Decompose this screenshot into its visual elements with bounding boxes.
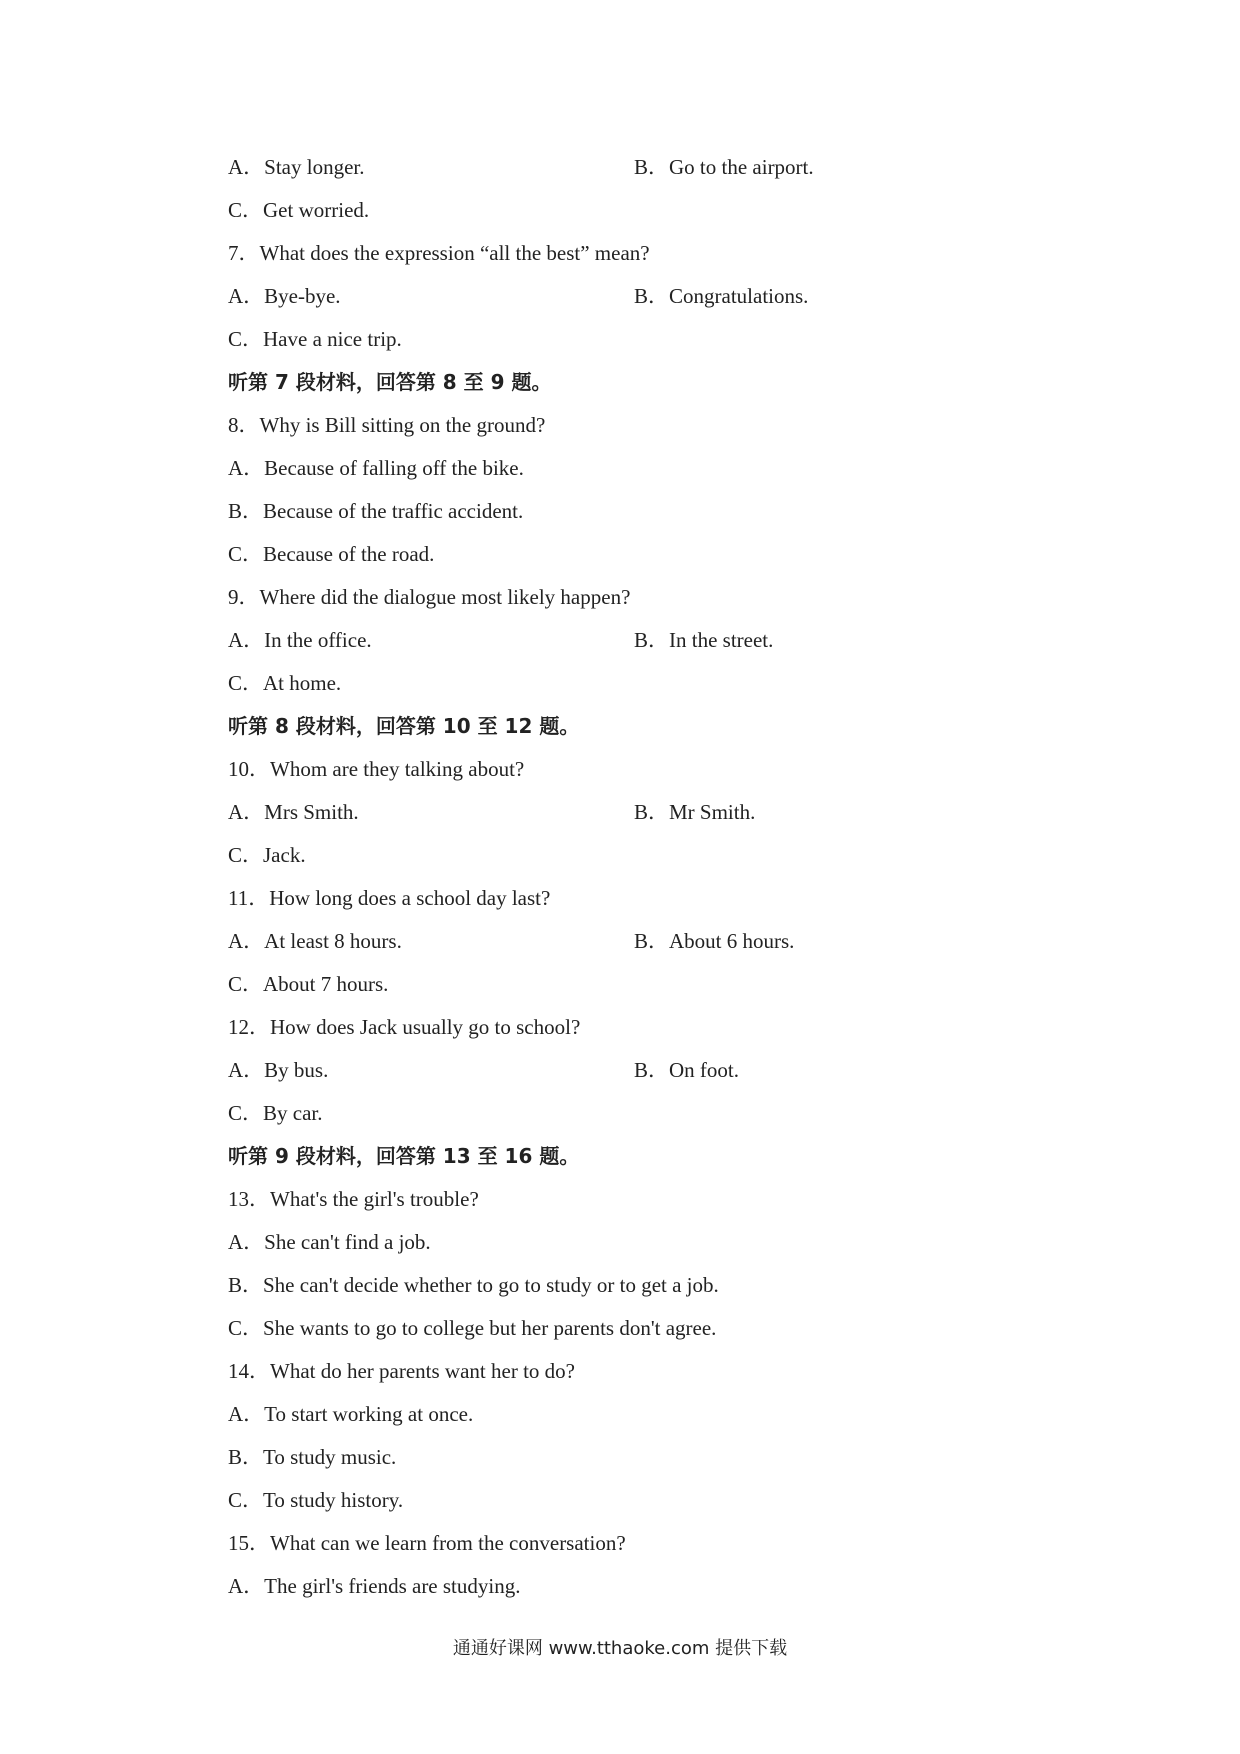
- option-b-text: B．On foot.: [634, 1058, 739, 1082]
- line-text: 听第 9 段材料，回答第 13 至 16 题。: [228, 1144, 580, 1168]
- text-line: [228, 232, 1028, 275]
- section-heading: [228, 705, 1028, 748]
- option-b-text: B．Mr Smith.: [634, 800, 756, 824]
- line-text: 7．What does the expression “all the best” mean?: [228, 241, 650, 265]
- text-line: [228, 1436, 1028, 1479]
- line-text: B．To study music.: [228, 1445, 397, 1469]
- text-line: [228, 146, 1028, 189]
- line-text: B．Because of the traffic accident.: [228, 499, 524, 523]
- line-text: C．By car.: [228, 1101, 323, 1125]
- text-line: [228, 275, 1028, 318]
- line-text: 15．What can we learn from the conversation?: [228, 1531, 626, 1555]
- text-line: [228, 791, 1028, 834]
- option-b-text: B．Go to the airport.: [634, 155, 814, 179]
- line-text: C．Have a nice trip.: [228, 327, 402, 351]
- text-line: [228, 533, 1028, 576]
- text-line: [228, 1178, 1028, 1221]
- page-footer: 通通好课网 www.tthaoke.com 提供下载: [452, 1638, 788, 1659]
- option-b-text: B．In the street.: [634, 628, 774, 652]
- line-text: 听第 7 段材料，回答第 8 至 9 题。: [228, 370, 552, 394]
- line-text: C．To study history.: [228, 1488, 404, 1512]
- line-text: C．About 7 hours.: [228, 972, 389, 996]
- text-line: [228, 1393, 1028, 1436]
- line-text: B．She can't decide whether to go to study or to get a job.: [228, 1273, 719, 1297]
- text-line: [228, 1350, 1028, 1393]
- text-line: [228, 748, 1028, 791]
- line-text: 12．How does Jack usually go to school?: [228, 1015, 581, 1039]
- text-line: [228, 189, 1028, 232]
- text-line: [228, 447, 1028, 490]
- line-text: A．Mrs Smith.: [228, 800, 359, 824]
- line-text: C．Because of the road.: [228, 542, 435, 566]
- text-line: [228, 1565, 1028, 1608]
- text-line: [228, 877, 1028, 920]
- line-text: 13．What's the girl's trouble?: [228, 1187, 479, 1211]
- text-line: [228, 318, 1028, 361]
- line-text: A．To start working at once.: [228, 1402, 474, 1426]
- line-text: 14．What do her parents want her to do?: [228, 1359, 575, 1383]
- text-line: [228, 619, 1028, 662]
- text-line: [228, 1479, 1028, 1522]
- line-text: A．She can't find a job.: [228, 1230, 431, 1254]
- text-line: [228, 1221, 1028, 1264]
- line-text: 10．Whom are they talking about?: [228, 757, 525, 781]
- text-line: [228, 963, 1028, 1006]
- line-text: 听第 8 段材料，回答第 10 至 12 题。: [228, 714, 580, 738]
- line-text: C．At home.: [228, 671, 342, 695]
- line-text: A．In the office.: [228, 628, 372, 652]
- line-text: A．At least 8 hours.: [228, 929, 402, 953]
- line-text: A．Stay longer.: [228, 155, 365, 179]
- text-line: [228, 834, 1028, 877]
- line-text: A．Bye-bye.: [228, 284, 341, 308]
- line-text: C．Jack.: [228, 843, 306, 867]
- line-text: 11．How long does a school day last?: [228, 886, 551, 910]
- text-line: [228, 490, 1028, 533]
- text-line: [228, 1307, 1028, 1350]
- text-line: [228, 1049, 1028, 1092]
- line-text: 8．Why is Bill sitting on the ground?: [228, 413, 546, 437]
- text-line: [228, 576, 1028, 619]
- text-line: [228, 1264, 1028, 1307]
- section-heading: [228, 1135, 1028, 1178]
- option-b-text: B．About 6 hours.: [634, 929, 795, 953]
- text-line: [228, 404, 1028, 447]
- text-line: [228, 1522, 1028, 1565]
- line-text: A．By bus.: [228, 1058, 329, 1082]
- line-text: C．Get worried.: [228, 198, 370, 222]
- text-line: [228, 1006, 1028, 1049]
- line-text: 9．Where did the dialogue most likely happen?: [228, 585, 631, 609]
- text-line: [228, 920, 1028, 963]
- question-list: [228, 146, 1028, 1608]
- line-text: A．Because of falling off the bike.: [228, 456, 524, 480]
- text-line: [228, 662, 1028, 705]
- text-line: [228, 1092, 1028, 1135]
- option-b-text: B．Congratulations.: [634, 284, 809, 308]
- line-text: C．She wants to go to college but her parents don't agree.: [228, 1316, 717, 1340]
- line-text: A．The girl's friends are studying.: [228, 1574, 521, 1598]
- section-heading: [228, 361, 1028, 404]
